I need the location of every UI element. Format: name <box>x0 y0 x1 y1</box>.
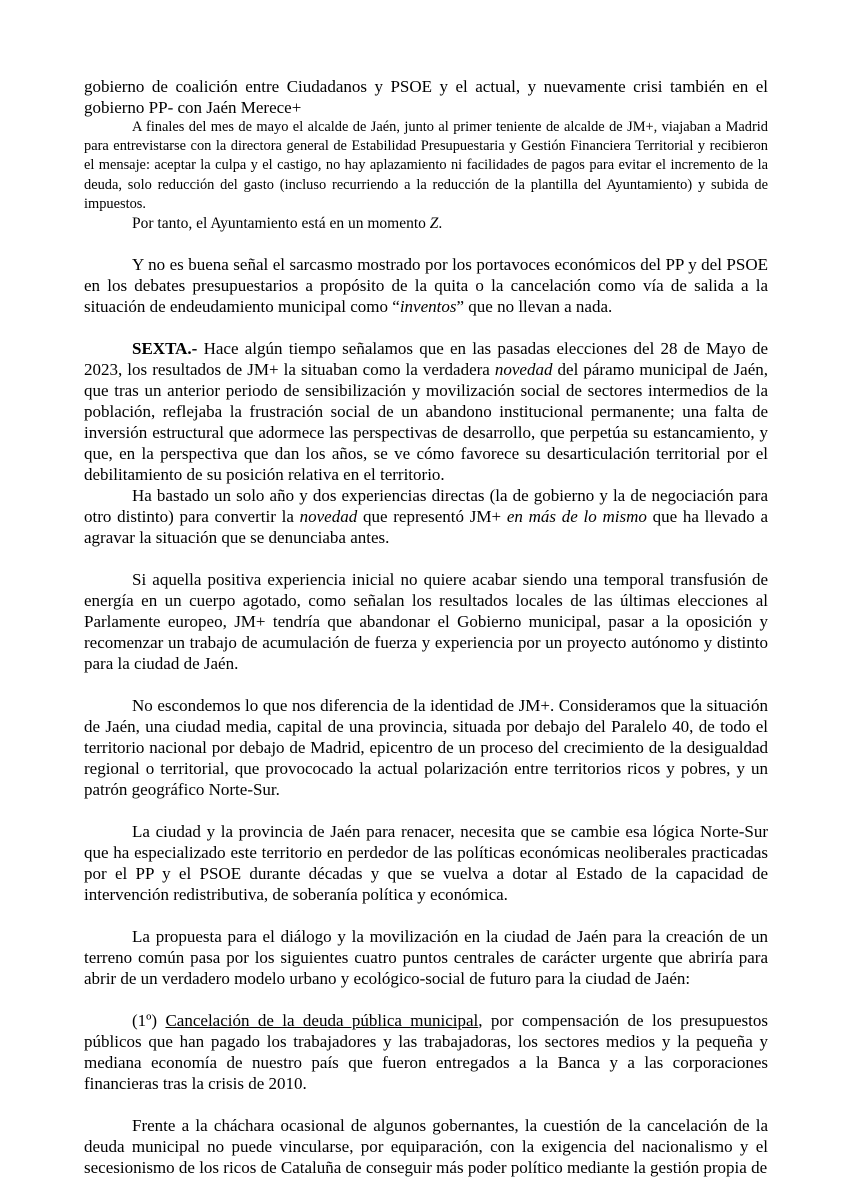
paragraph-intro: gobierno de coalición entre Ciudadanos y PSOE y el actual, y nuevamente crisi también en el gobierno PP- con Jaén Merece+ <box>84 77 768 117</box>
moment-letter: Z <box>429 215 439 233</box>
bastado-text-c: que ha llevado a agravar la situación que se denunciaba antes. <box>84 507 768 548</box>
document-page <box>84 76 768 1178</box>
paragraph-moment-z <box>84 214 768 233</box>
paragraph-chachara: Frente a la cháchara ocasional de algunos gobernantes, la cuestión de la cancelación de la deuda municipal no puede vincularse, por equiparación, con la exigencia del nacionalismo y el secesionismo de los ricos de Cataluña de conseguir más poder político mediante la gestión propia de <box>84 1116 768 1178</box>
paragraph-sexta <box>84 338 768 485</box>
paragraph-renacer: La ciudad y la provincia de Jaén para renacer, necesita que se cambie esa lógica Norte-Sur que ha especializado este territorio en perdedor de las políticas económicas neoliberales practicadas por el PP y el PSOE durante décadas y que se vuelva a dotar al Estado de la capacidad de intervención redistributiva, de soberanía política y económica. <box>84 822 768 905</box>
bastado-emphasis-2: en más de lo mismo <box>506 507 647 527</box>
bastado-text-a: Ha bastado un solo año y dos experiencias directas (la de gobierno y la de negociación para otro distinto) para convertir la <box>84 486 768 527</box>
moment-end: . <box>438 215 443 233</box>
paragraph-punto-1 <box>84 1010 768 1094</box>
paragraph-identidad: No escondemos lo que nos diferencia de la identidad de JM+. Consideramos que la situación de Jaén, una ciudad media, capital de una provincia, situada por debajo del Paralelo 40, de todo el territorio nacional por debajo de Madrid, epicentro de un proceso del crecimiento de la desigualdad regional o territorial, que provococado la actual polarización entre territorios ricos y pobres, y un patrón geográfico Norte-Sur. <box>84 696 768 800</box>
punto-1-number: (1º) <box>132 1011 166 1031</box>
moment-text: Por tanto, el Ayuntamiento está en un momento <box>132 215 430 233</box>
paragraph-madrid-meeting: A finales del mes de mayo el alcalde de Jaén, junto al primer teniente de alcalde de JM+, viajaban a Madrid para entrevistarse con la directora general de Estabilidad Presupuestaria y Gestión Financiera Territorial y recibieron el mensaje: aceptar la culpa y el castigo, no hay aplazamiento ni facilidades de pagos para evitar el incremento de la deuda, solo reducción del gasto (incluso recurriendo a la reducción de la plantilla del Ayuntamiento) y subida de impuestos. <box>84 119 768 212</box>
punto-1-title: Cancelación de la deuda pública municipal <box>165 1011 479 1031</box>
paragraph-bastado <box>84 485 768 548</box>
sexta-emphasis: novedad <box>494 360 553 380</box>
sarcasm-text-a: Y no es buena señal el sarcasmo mostrado por los portavoces económicos del PP y del PSOE en los debates presupuestarios a propósito de la quita o la cancelación como vía de salida a la situación de endeudamiento municipal como “ <box>84 255 768 317</box>
sexta-text-b: del páramo municipal de Jaén, que tras un anterior periodo de sensibilización y movilización social de sectores intermedios de la población, reflejaba la frustración social de un abandono institucional permanente; una falta de inversión estructural que adormece las perspectivas de desarrollo, que perpetúa su estancamiento, y que, en la perspectiva que dan los años, se ve cómo favorece su desarticulación territorial por el debilitamiento de su posición relativa en el territorio. <box>84 360 768 485</box>
paragraph-propuesta: La propuesta para el diálogo y la movilización en la ciudad de Jaén para la creación de un terreno común pasa por los siguientes cuatro puntos centrales de carácter urgente que abriría para abrir de un verdadero modelo urbano y ecológico-social de futuro para la ciudad de Jaén: <box>84 927 768 989</box>
section-label-sexta: SEXTA.- <box>132 339 198 359</box>
bastado-emphasis-1: novedad <box>299 507 358 527</box>
bastado-text-b: que representó JM+ <box>357 507 507 527</box>
sarcasm-emphasis: inventos <box>399 297 457 317</box>
sarcasm-text-b: ” que no llevan a nada. <box>456 297 613 317</box>
paragraph-positiva: Si aquella positiva experiencia inicial no quiere acabar siendo una temporal transfusión de energía en un cuerpo agotado, como señalan los resultados locales de las últimas elecciones al Parlamente europeo, JM+ tendría que abandonar el Gobierno municipal, pasar a la oposición y recomenzar un trabajo de acumulación de fuerza y experiencia por un proyecto autónomo y distinto para la ciudad de Jaén. <box>84 570 768 674</box>
sexta-text-a: Hace algún tiempo señalamos que en las pasadas elecciones del 28 de Mayo de 2023, los resultados de JM+ la situaban como la verdadera <box>84 339 768 380</box>
punto-1-text: , por compensación de los presupuestos públicos que han pagado los trabajadores y las trabajadoras, los sectores medios y la pequeña y mediana economía de nuestro país que fueron entregados a la Banca y a las corporaciones financieras tras la crisis de 2010. <box>84 1011 769 1094</box>
paragraph-sarcasm <box>84 254 768 317</box>
